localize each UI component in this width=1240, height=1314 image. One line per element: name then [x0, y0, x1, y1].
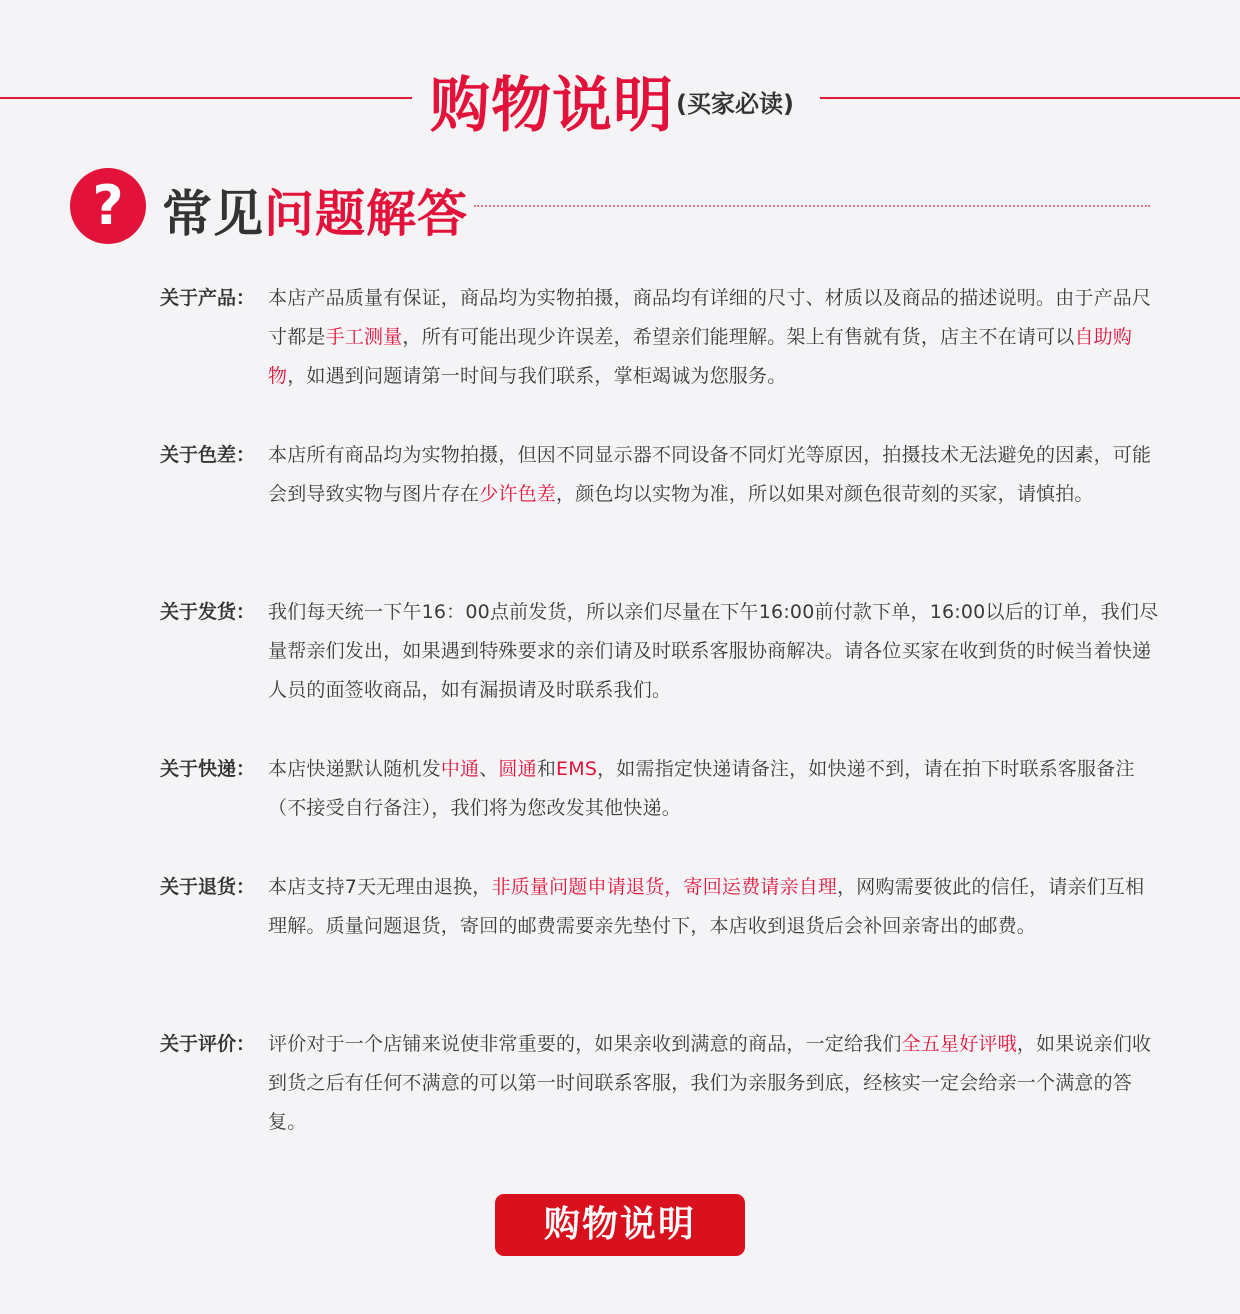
header-divider-left [0, 97, 412, 99]
faq-item-label: 关于快递： [160, 758, 256, 780]
faq-highlight: EMS [556, 758, 598, 780]
page-title: 购物说明 [430, 71, 674, 141]
faq-text-segment: ，如果说亲们收到货之后有任何不满意的可以第一时间联系客服，我们为亲服务到底，经核实一定会给亲一个满意的答复。 [268, 1033, 1152, 1133]
faq-text-segment: ，颜色均以实物为准，所以如果对颜色很苛刻的买家，请慎拍。 [556, 483, 1094, 505]
faq-heading-dotted-line [474, 205, 1150, 207]
faq-text-segment: 本店支持7天无理由退换， [268, 876, 492, 898]
faq-item [160, 868, 1160, 946]
faq-highlight: 中通 [440, 758, 480, 780]
faq-highlight: 手工测量 [325, 326, 403, 348]
faq-item [160, 593, 1160, 710]
question-icon: ? [70, 168, 146, 244]
page-header [0, 58, 1240, 141]
faq-item [160, 750, 1160, 828]
faq-item-label: 关于色差： [160, 444, 256, 466]
faq-item-text [268, 868, 1160, 946]
faq-heading-dark: 常见 [162, 185, 264, 243]
shopping-guide-button[interactable]: 购物说明 [495, 1194, 745, 1256]
header-title-group [430, 58, 794, 144]
faq-text-segment: 评价对于一个店铺来说使非常重要的，如果亲收到满意的商品，一定给我们 [268, 1033, 902, 1055]
faq-item-text [268, 750, 1160, 828]
faq-text-segment: ，所有可能出现少许误差，希望亲们能理解。架上有售就有货，店主不在请可以 [402, 326, 1075, 348]
header-divider-right [820, 97, 1240, 99]
faq-item-text [268, 436, 1160, 514]
faq-text-segment: 、 [479, 758, 499, 780]
faq-item [160, 279, 1160, 396]
faq-text-segment: ，如遇到问题请第一时间与我们联系，掌柜竭诚为您服务。 [287, 365, 787, 387]
faq-item [160, 436, 1160, 514]
faq-item-text [268, 593, 1160, 710]
faq-text-segment: 本店所有商品均为实物拍摄，但因不同显示器不同设备不同灯光等原因，拍摄技术无法避免的因素，可能会到导致实物与图片存在 [268, 444, 1152, 505]
faq-text-segment: 和 [536, 758, 557, 780]
faq-text-segment: ，如需指定快递请备注，如快递不到，请在拍下时联系客服备注（不接受自行备注），我们将为您改发其他快递。 [268, 758, 1135, 819]
faq-highlight: 自助购物 [268, 326, 1133, 387]
faq-highlight: 全五星好评哦 [901, 1033, 1017, 1055]
faq-section-heading [70, 168, 1160, 244]
faq-text-segment: ，网购需要彼此的信任，请亲们互相理解。质量问题退货，寄回的邮费需要亲先垫付下，本店收到退货后会补回亲寄出的邮费。 [268, 876, 1145, 937]
faq-heading-text [162, 174, 468, 246]
faq-item-label: 关于评价： [160, 1033, 256, 1055]
faq-item-label: 关于产品： [160, 287, 256, 309]
faq-item-text [268, 279, 1160, 396]
faq-text-segment: 本店产品质量有保证，商品均为实物拍摄，商品均有详细的尺寸、材质以及商品的描述说明。由于产品尺寸都是 [268, 287, 1152, 348]
page-subtitle: (买家必读) [676, 89, 794, 118]
faq-item [160, 1025, 1160, 1142]
faq-text-segment: 本店快递默认随机发 [268, 758, 441, 780]
faq-highlight: 圆通 [498, 758, 537, 780]
faq-item-label: 关于发货： [160, 601, 256, 623]
faq-highlight: 少许色差 [479, 483, 557, 505]
faq-heading-red: 问题解答 [264, 185, 468, 243]
faq-item-text [268, 1025, 1160, 1142]
faq-item-label: 关于退货： [160, 876, 256, 898]
faq-text-segment: 我们每天统一下午16：00点前发货，所以亲们尽量在下午16:00前付款下单，16:00以后的订单，我们尽量帮亲们发出，如果遇到特殊要求的亲们请及时联系客服协商解决。请各位买家在收到货的时候当着快递人员的面签收商品，如有漏损请及时联系我们。 [268, 601, 1159, 701]
faq-highlight: 非质量问题申请退货，寄回运费请亲自理 [491, 876, 838, 898]
